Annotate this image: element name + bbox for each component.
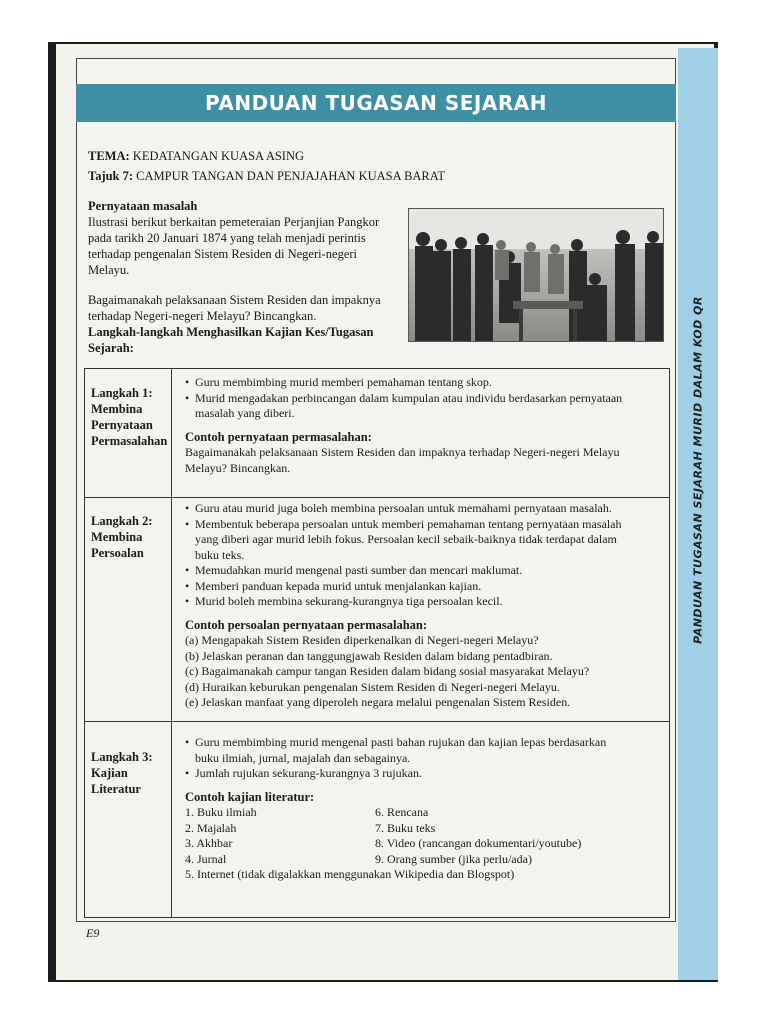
page-title: PANDUAN TUGASAN SEJARAH: [205, 91, 547, 115]
list-item: 3. Akhbar: [185, 836, 233, 850]
step-3-label: Langkah 3: Kajian Literatur: [91, 750, 153, 796]
table-column-divider: [171, 369, 172, 917]
steps-heading-cont: Sejarah:: [88, 341, 134, 355]
list-item: • Guru atau murid juga boleh membina persoalan untuk memahami pernyataan masalah.: [185, 501, 669, 517]
list-item: • Memudahkan murid mengenal pasti sumber dan mencari maklumat.: [185, 563, 669, 579]
problem-line: pada tarikh 20 Januari 1874 yang telah menjadi perintis: [88, 231, 366, 245]
steps-table: [84, 368, 670, 918]
list-item-cont: buku ilmiah, jurnal, majalah dan sebagainya.: [195, 750, 411, 765]
table-row-divider: [85, 497, 669, 498]
list-item: • Jumlah rujukan sekurang-kurangnya 3 rujukan.: [185, 766, 669, 782]
list-item-cont: yang diberi agar murid lebih fokus. Persoalan kecil sebaik-baiknya tidak terdapat dalam: [195, 532, 617, 546]
steps-heading: Langkah-langkah Menghasilkan Kajian Kes/Tugasan: [88, 325, 374, 339]
step-1-label: Langkah 1: Membina Pernyataan Permasalahan: [91, 386, 168, 448]
tajuk-value: CAMPUR TANGAN DAN PENJAJAHAN KUASA BARAT: [136, 169, 446, 183]
example-line: (d) Huraikan keburukan pengenalan Sistem Residen di Negeri-negeri Melayu.: [185, 679, 560, 694]
step-2-content: [185, 501, 669, 711]
example-line: Bagaimanakah pelaksanaan Sistem Residen dan impaknya terhadap Negeri-negeri Melayu: [185, 445, 620, 459]
question-line: terhadap Negeri-negeri Melayu? Bincangkan.: [88, 309, 317, 323]
list-item: • Murid boleh membina sekurang-kurangnya tiga persoalan kecil.: [185, 594, 669, 610]
problem-line: Melayu.: [88, 263, 130, 277]
example-heading: Contoh kajian literatur:: [185, 789, 315, 804]
problem-heading: Pernyataan masalah: [88, 199, 198, 213]
example-line: (b) Jelaskan peranan dan tanggungjawab Residen dalam bidang pentadbiran.: [185, 648, 553, 663]
question-line: Bagaimanakah pelaksanaan Sistem Residen dan impaknya: [88, 293, 381, 307]
example-line: Melayu? Bincangkan.: [185, 460, 291, 475]
example-line: (c) Bagaimanakah campur tangan Residen dalam bidang sosial masyarakat Melayu?: [185, 664, 590, 678]
tema-label: TEMA:: [88, 149, 130, 163]
sidebar-caption: PANDUAN TUGASAN SEJARAH MURID DALAM KOD QR: [691, 296, 705, 644]
list-item: • Guru membimbing murid mengenal pasti bahan rujukan dan kajian lepas berdasarkan: [185, 735, 669, 751]
tema-line: [88, 148, 304, 164]
tajuk-line: [88, 168, 445, 184]
step-1-content: [185, 375, 669, 476]
tajuk-label: Tajuk 7:: [88, 169, 134, 183]
page-number: E9: [86, 926, 100, 940]
table-row-divider: [85, 721, 669, 722]
literature-list: [185, 805, 669, 867]
list-item-cont: buku teks.: [195, 547, 245, 562]
list-item: 8. Video (rancangan dokumentari/youtube): [375, 836, 582, 850]
list-item: 9. Orang sumber (jika perlu/ada): [375, 851, 532, 866]
list-item: • Membentuk beberapa persoalan untuk memberi pemahaman tentang pernyataan masalah: [185, 517, 669, 533]
step-2-label: Langkah 2: Membina Persoalan: [91, 514, 153, 560]
list-item: 5. Internet (tidak digalakkan menggunakan Wikipedia dan Blogspot): [185, 867, 515, 881]
list-item-cont: masalah yang diberi.: [195, 406, 295, 420]
photo-figures: [409, 209, 663, 341]
list-item: 2. Majalah: [185, 820, 237, 835]
list-item: • Guru membimbing murid memberi pemahaman tentang skop.: [185, 375, 669, 391]
list-item: 1. Buku ilmiah: [185, 805, 257, 819]
list-item: • Memberi panduan kepada murid untuk menjalankan kajian.: [185, 579, 669, 595]
list-item: 4. Jurnal: [185, 851, 227, 866]
title-banner: [76, 84, 676, 122]
list-item: 7. Buku teks: [375, 820, 436, 835]
treaty-illustration-photo: [408, 208, 664, 342]
example-line: (e) Jelaskan manfaat yang diperoleh negara melalui pengenalan Sistem Residen.: [185, 695, 571, 709]
tema-value: KEDATANGAN KUASA ASING: [132, 149, 305, 163]
step-3-content: [185, 735, 669, 883]
example-heading: Contoh persoalan pernyataan permasalahan:: [185, 617, 428, 632]
list-item: • Murid mengadakan perbincangan dalam kumpulan atau individu berdasarkan pernyataan: [185, 391, 669, 407]
problem-line: Ilustrasi berikut berkaitan pemeteraian Perjanjian Pangkor: [88, 215, 380, 229]
list-item: 6. Rencana: [375, 805, 429, 819]
example-heading: Contoh pernyataan permasalahan:: [185, 429, 372, 444]
example-line: (a) Mengapakah Sistem Residen diperkenalkan di Negeri-negeri Melayu?: [185, 633, 539, 647]
problem-line: terhadap pengenalan Sistem Residen di Negeri-negeri: [88, 247, 358, 261]
